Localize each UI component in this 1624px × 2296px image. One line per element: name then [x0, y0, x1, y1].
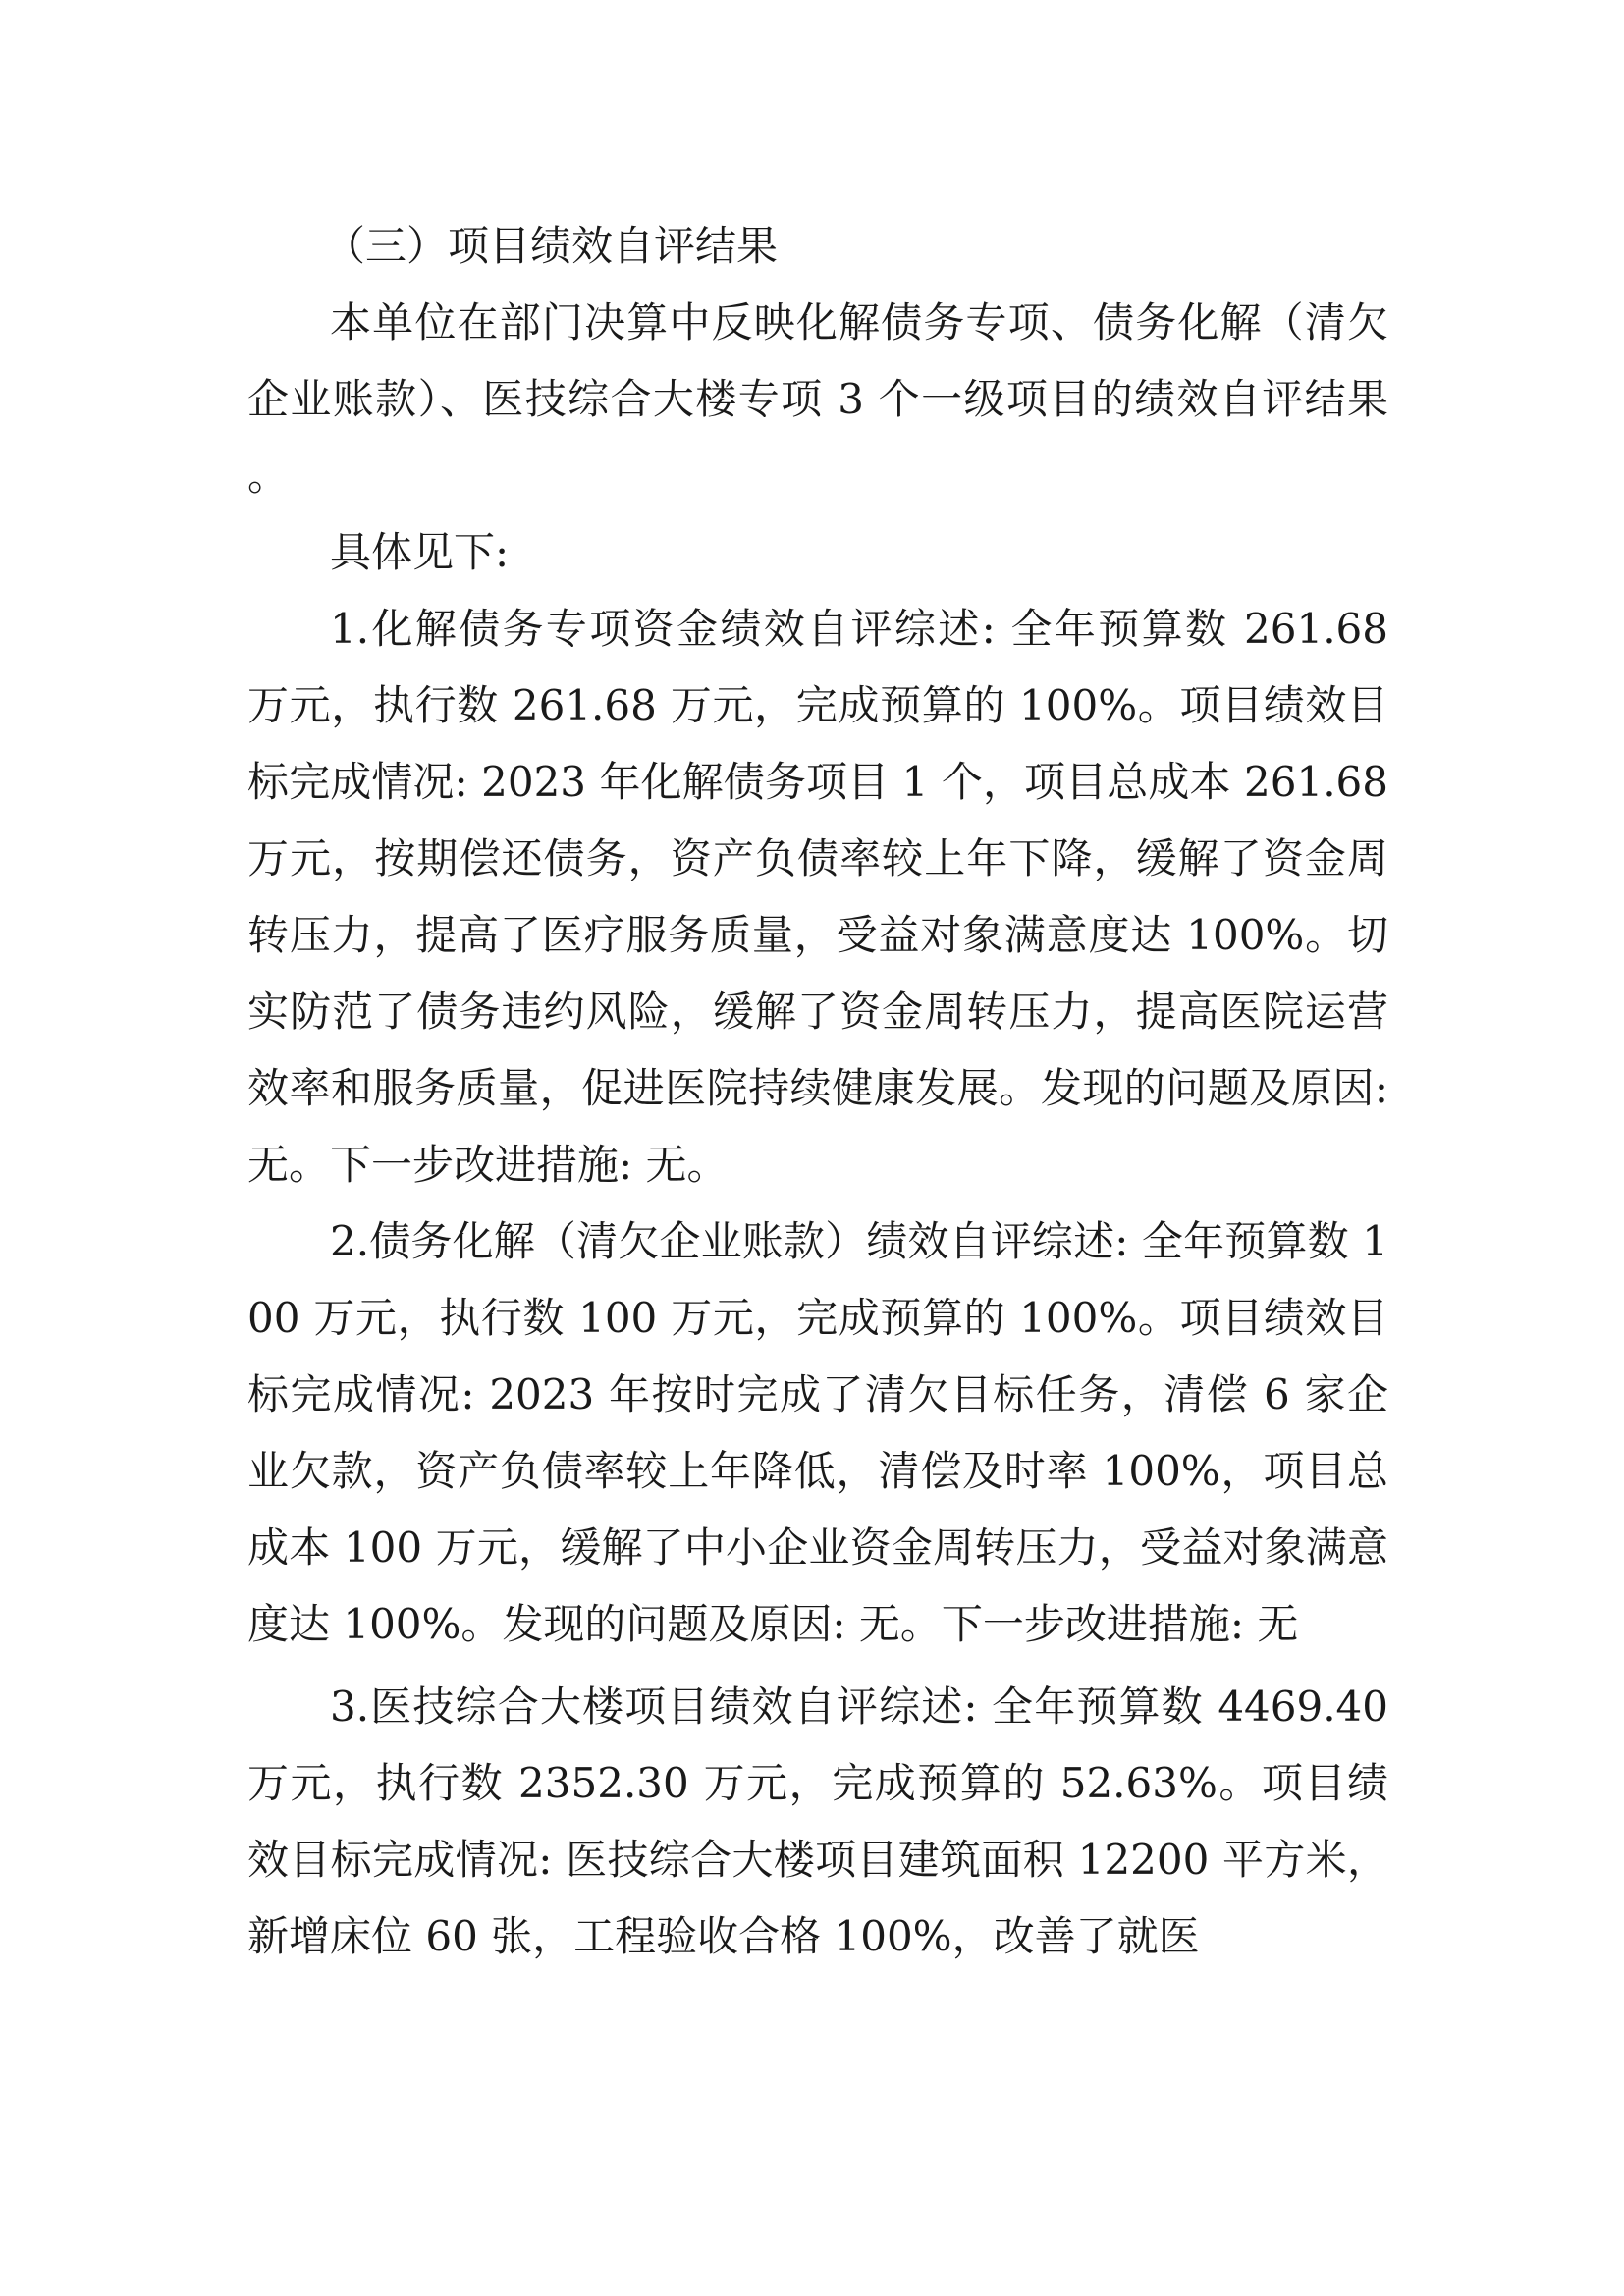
- document-body: [247, 208, 1388, 1975]
- lead-paragraph: 具体见下:: [330, 528, 510, 576]
- item-paragraph-medical-building: 3.医技综合大楼项目绩效自评综述: 全年预算数 4469.40 万元，执行数 2352.30 万元，完成预算的 52.63%。项目绩效目标完成情况: 医技综合大楼项目建筑面积 12200 平方米，新增床位 60 张，工程验收合格 100%，改善了就医: [247, 1682, 1388, 1960]
- section-heading: （三）项目绩效自评结果: [324, 222, 779, 270]
- item-paragraph-arrears-clearance: 2.债务化解（清欠企业账款）绩效自评综述: 全年预算数 100 万元，执行数 100 万元，完成预算的 100%。项目绩效目标完成情况: 2023 年按时完成了清欠目标任务，清偿 6 家企业欠款，资产负债率较上年降低，清偿及时率 100%，项目总成本 100 万元，缓解了中小企业资金周转压力，受益对象满意度达 100%。发现的问题及原因: 无。下一步改进措施: 无: [247, 1217, 1388, 1648]
- intro-paragraph: 本单位在部门决算中反映化解债务专项、债务化解（清欠企业账款）、医技综合大楼专项 3 个一级项目的绩效自评结果。: [247, 298, 1388, 500]
- item-paragraph-debt-resolution: 1.化解债务专项资金绩效自评综述: 全年预算数 261.68 万元，执行数 261.68 万元，完成预算的 100%。项目绩效目标完成情况: 2023 年化解债务项目 1 个，项目总成本 261.68 万元，按期偿还债务，资产负债率较上年下降，缓解了资金周转压力，提高了医疗服务质量，受益对象满意度达 100%。切实防范了债务违约风险，缓解了资金周转压力，提高医院运营效率和服务质量，促进医院持续健康发展。发现的问题及原因: 无。下一步改进措施: 无。: [247, 605, 1388, 1189]
